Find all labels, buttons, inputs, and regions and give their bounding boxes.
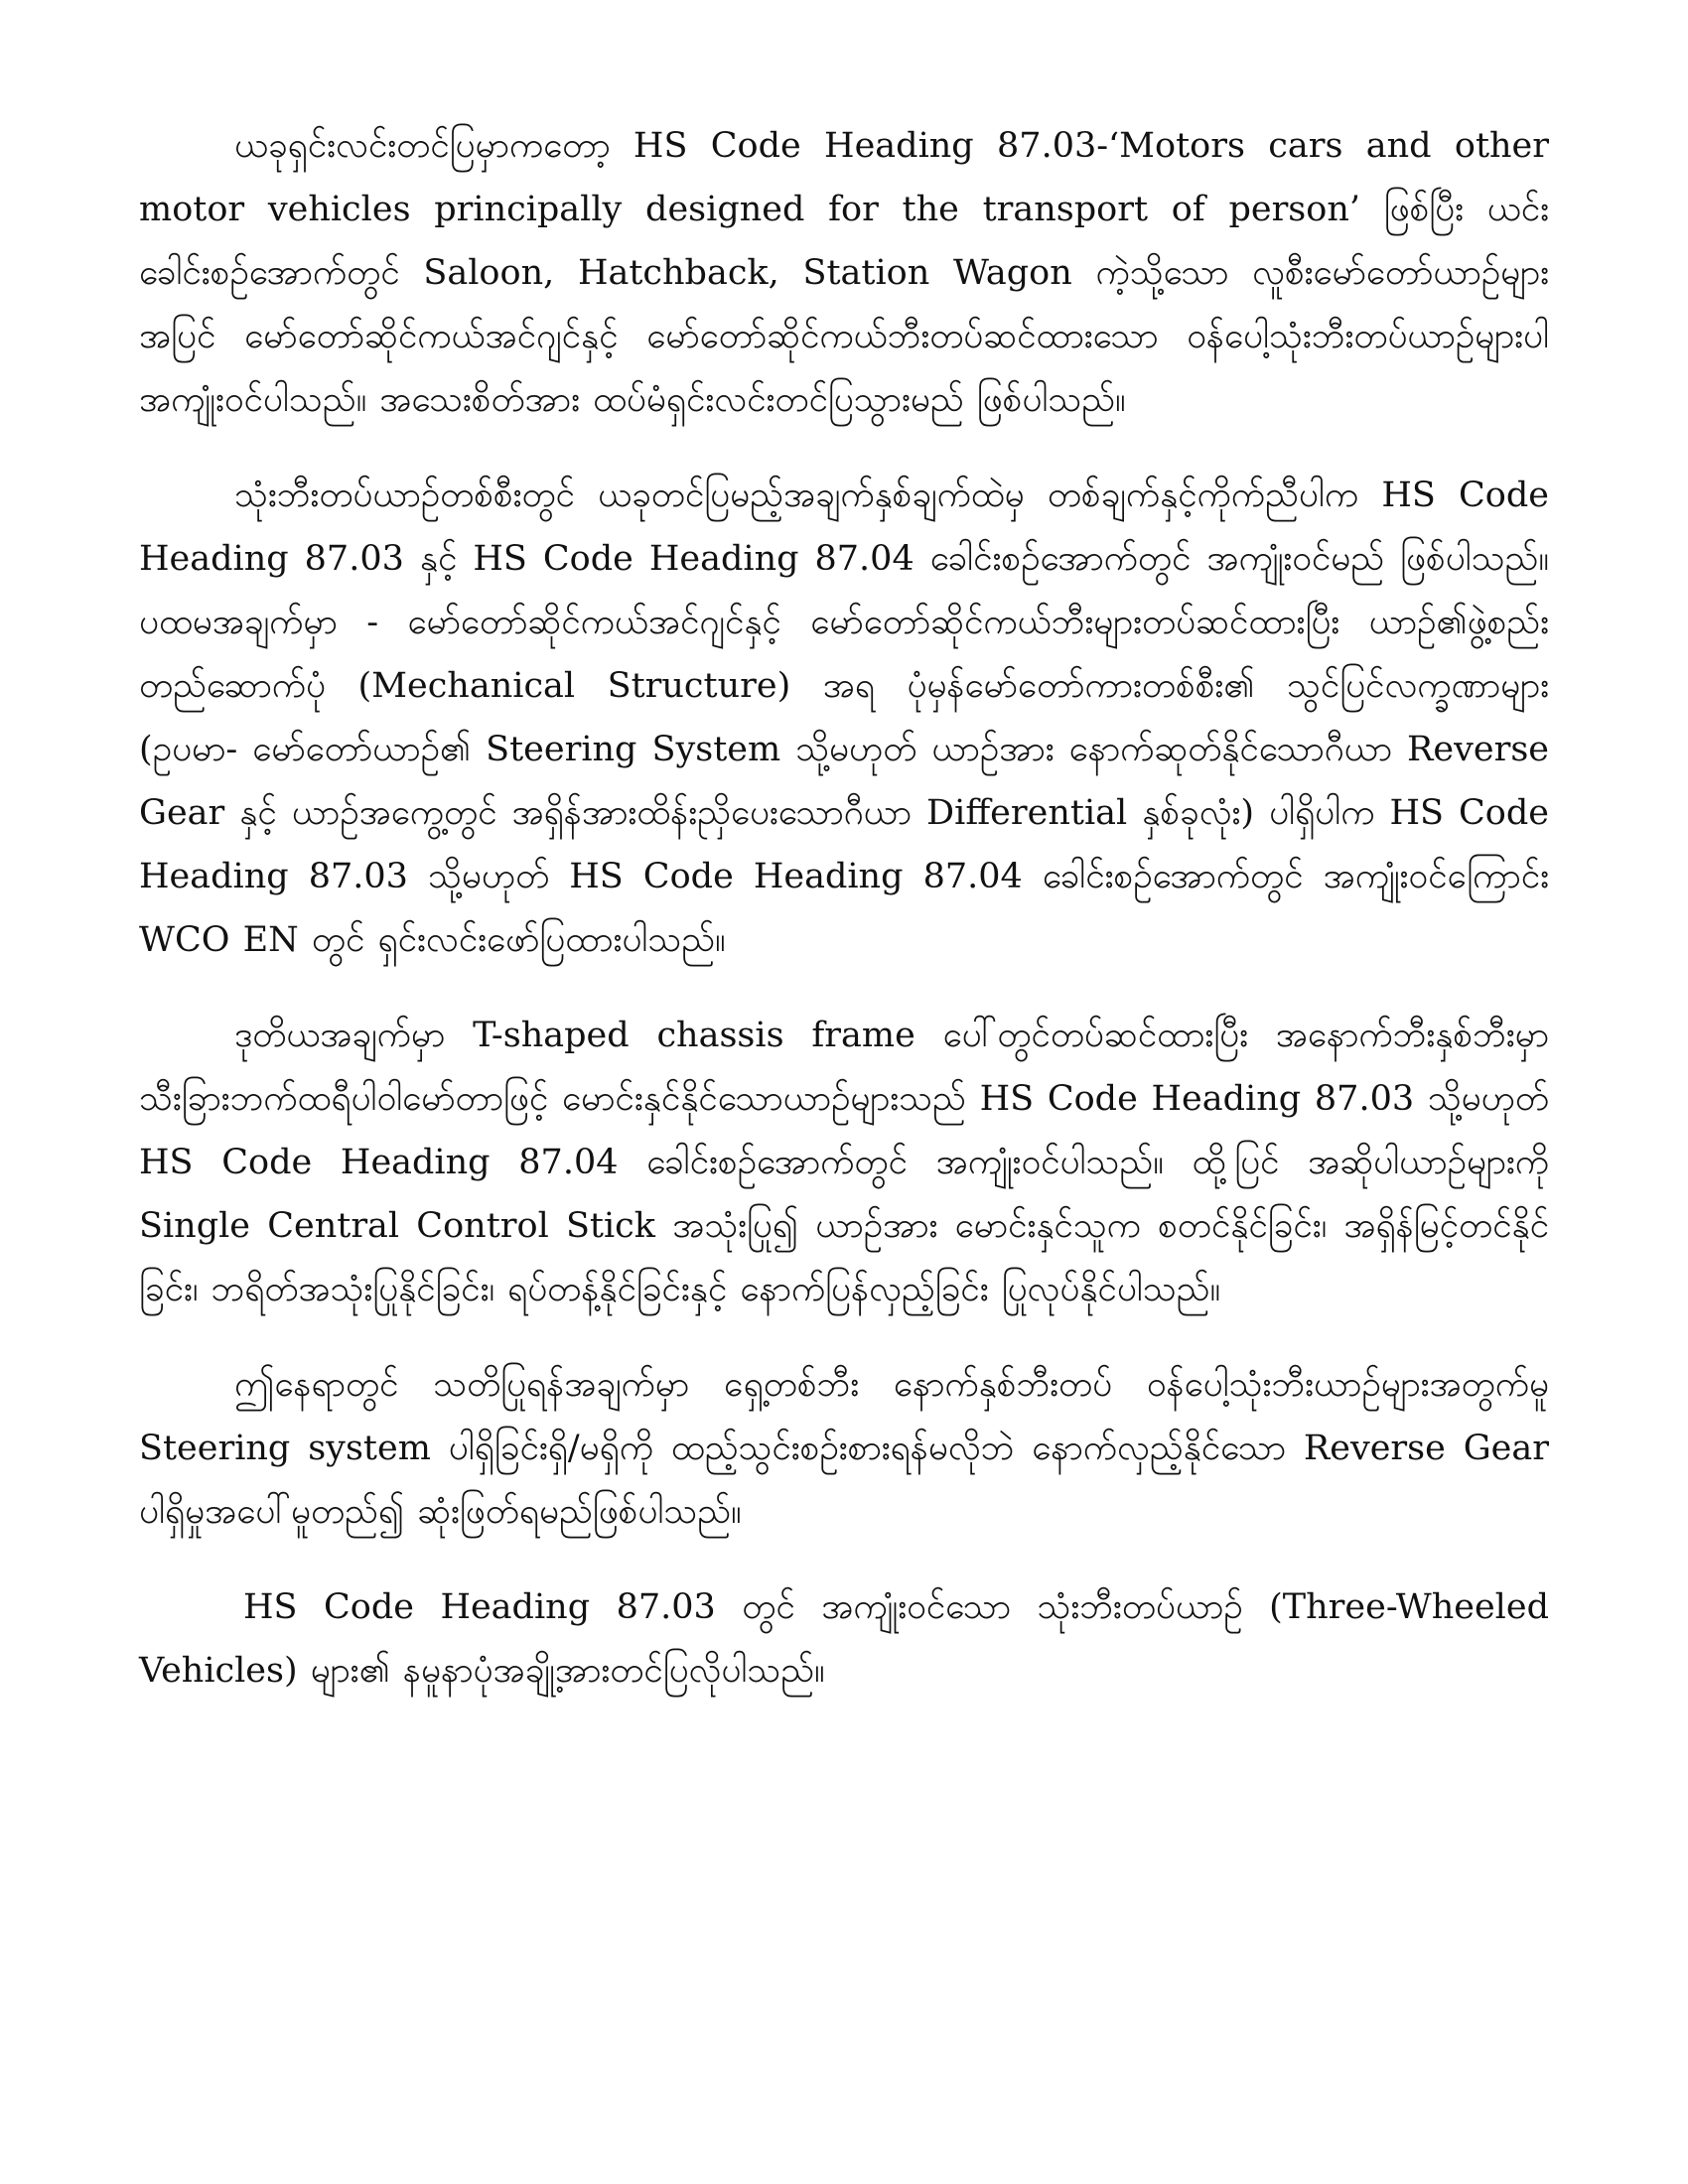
paragraph-second-criterion: ဒုတိယအချက်မှာ T-shaped chassis frame ပေါ်တွင်တပ်ဆင်ထားပြီး အနောက်ဘီးနှစ်ဘီးမှာ သီးခြားဘက်ထရီပါဝါမော်တာဖြင့် မောင်းနှင်နိုင်သောယာဉ်များသည် HS Code Heading 87.03 သို့မဟုတ် HS Code Heading 87.04 ခေါင်းစဉ်အောက်တွင် အကျုံးဝင်ပါသည်။ ထို့ပြင် အဆိုပါယာဉ်များကို Single Central Control Stick အသုံးပြု၍ ယာဉ်အား မောင်းနှင်သူက စတင်နိုင်ခြင်း၊ အရှိန်မြင့်တင်နိုင်ခြင်း၊ ဘရိတ်အသုံးပြုနိုင်ခြင်း၊ ရပ်တန့်နိုင်ခြင်းနှင့် နောက်ပြန်လှည့်ခြင်း ပြုလုပ်နိုင်ပါသည်။ xyxy=(139,1016,1549,1309)
paragraph-intro: ယခုရှင်းလင်းတင်ပြမှာကတော့ HS Code Heading 87.03-‘Motors cars and other motor vehicles principally designed for the transport of person’ ဖြစ်ပြီး ယင်းခေါင်းစဉ်အောက်တွင် Saloon, Hatchback, Station Wagon ကဲ့သို့သော လူစီးမော်တော်ယာဉ်များအပြင် မော်တော်ဆိုင်ကယ်အင်ဂျင်နှင့် မော်တော်ဆိုင်ကယ်ဘီးတပ်ဆင်ထားသော ဝန်ပေါ့သုံးဘီးတပ်ယာဉ်များပါ အကျုံးဝင်ပါသည်။ အသေးစိတ်အား ထပ်မံရှင်းလင်းတင်ပြသွားမည် ဖြစ်ပါသည်။ xyxy=(139,126,1549,420)
paragraph-examples-intro: HS Code Heading 87.03 တွင် အကျုံးဝင်သော သုံးဘီးတပ်ယာဉ် (Three-Wheeled Vehicles) များ၏ နမူနာပုံအချို့အားတင်ပြလိုပါသည်။ xyxy=(139,1587,1549,1691)
paragraph-note: ဤနေရာတွင် သတိပြုရန်အချက်မှာ ရှေ့တစ်ဘီး နောက်နှစ်ဘီးတပ် ဝန်ပေါ့သုံးဘီးယာဉ်များအတွက်မူ Steering system ပါရှိခြင်းရှိ/မရှိကို ထည့်သွင်းစဉ်းစားရန်မလိုဘဲ နောက်လှည့်နိုင်သော Reverse Gear ပါရှိမှုအပေါ်မူတည်၍ ဆုံးဖြတ်ရမည်ဖြစ်ပါသည်။ xyxy=(139,1365,1549,1532)
paragraph-first-criterion: သုံးဘီးတပ်ယာဉ်တစ်စီးတွင် ယခုတင်ပြမည့်အချက်နှစ်ချက်ထဲမှ တစ်ချက်နှင့်ကိုက်ညီပါက HS Code Heading 87.03 နှင့် HS Code Heading 87.04 ခေါင်းစဉ်အောက်တွင် အကျုံးဝင်မည် ဖြစ်ပါသည်။ ပထမအချက်မှာ - မော်တော်ဆိုင်ကယ်အင်ဂျင်နှင့် မော်တော်ဆိုင်ကယ်ဘီးများတပ်ဆင်ထားပြီး ယာဉ်၏ဖွဲ့စည်းတည်ဆောက်ပုံ (Mechanical Structure) အရ ပုံမှန်မော်တော်ကားတစ်စီး၏ သွင်ပြင်လက္ခဏာများ (ဥပမာ- မော်တော်ယာဉ်၏ Steering System သို့မဟုတ် ယာဉ်အား နောက်ဆုတ်နိုင်သောဂီယာ Reverse Gear နှင့် ယာဉ်အကွေ့တွင် အရှိန်အားထိန်းညှိပေးသောဂီယာ Differential နှစ်ခုလုံး) ပါရှိပါက HS Code Heading 87.03 သို့မဟုတ် HS Code Heading 87.04 ခေါင်းစဉ်အောက်တွင် အကျုံးဝင်ကြောင်း WCO EN တွင် ရှင်းလင်းဖော်ပြထားပါသည်။ xyxy=(139,476,1549,960)
document-page xyxy=(139,114,1549,1734)
